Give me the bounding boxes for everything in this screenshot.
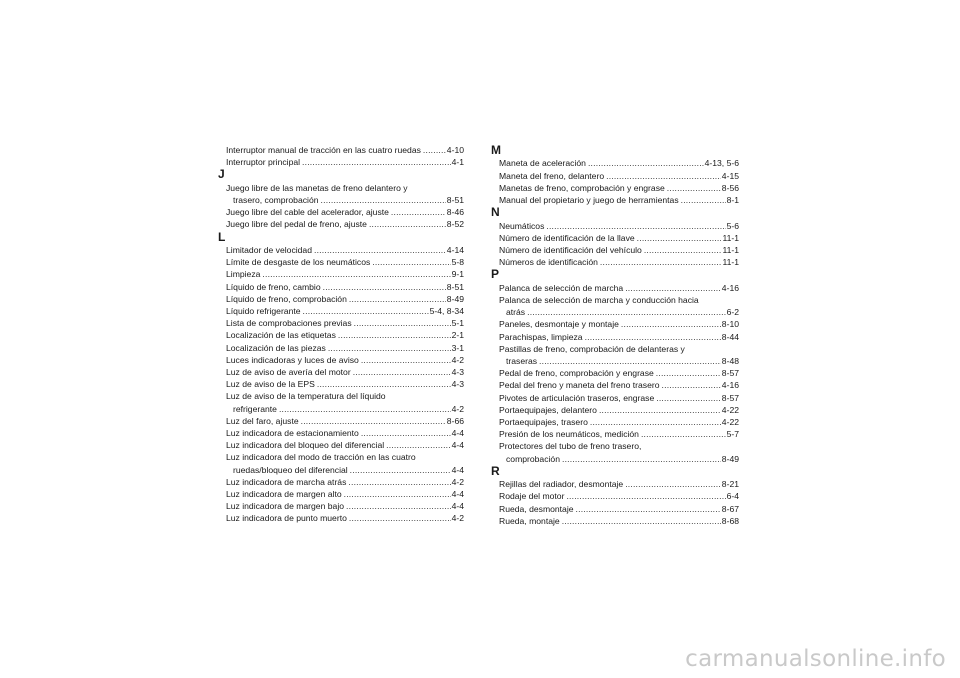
- index-entry-page: 8-57: [721, 392, 739, 403]
- dot-leader: [562, 453, 721, 465]
- index-entry-page: 4-2: [451, 403, 464, 414]
- index-entry-page: 4-15: [721, 170, 739, 181]
- index-letter-heading: R: [491, 463, 500, 478]
- dot-leader: [606, 170, 721, 182]
- index-entry: [491, 194, 739, 206]
- index-entry-text: Protectores del tubo de freno trasero,: [499, 441, 642, 452]
- index-entry-text: Luz indicadora de marcha atrás: [226, 476, 347, 487]
- dot-leader: [667, 182, 721, 194]
- index-entry-text: Limpieza: [226, 269, 261, 280]
- dot-leader: [576, 503, 721, 515]
- index-entry-text: Juego libre del pedal de freno, ajuste: [226, 219, 367, 230]
- index-entry-page: 4-16: [721, 380, 739, 391]
- index-entry-text: Líquido refrigerante: [226, 306, 301, 317]
- index-entry: [218, 512, 464, 524]
- index-entry-text: Luz indicadora de punto muerto: [226, 513, 347, 524]
- index-entry-page: 8-52: [446, 219, 464, 230]
- index-entry-text: Juego libre de las manetas de freno delantero y: [226, 182, 408, 193]
- index-entry-text: Lista de comprobaciones previas: [226, 318, 352, 329]
- index-entry-page: 9-1: [451, 269, 464, 280]
- dot-leader: [344, 488, 451, 500]
- index-entry: [218, 354, 464, 366]
- index-entry-text: Rueda, desmontaje: [499, 503, 574, 514]
- index-entry: [218, 378, 464, 390]
- index-entry-page: 4-14: [446, 245, 464, 255]
- dot-leader: [317, 378, 451, 390]
- index-entry: [491, 440, 739, 464]
- index-entry-text: atrás: [506, 307, 526, 318]
- index-entry: [218, 268, 464, 280]
- index-entry-page: 8-51: [446, 281, 464, 292]
- dot-leader: [681, 194, 726, 206]
- index-entry: [218, 281, 464, 293]
- index-entry: [491, 220, 739, 232]
- dot-leader: [625, 478, 721, 490]
- index-entry-text: Líquido de freno, comprobación: [226, 293, 347, 304]
- dot-leader: [303, 305, 429, 317]
- index-entry: [491, 367, 739, 379]
- index-entry: [218, 317, 464, 329]
- index-entry-text: Juego libre del cable del acelerador, ajuste: [226, 207, 389, 218]
- dot-leader: [323, 281, 446, 293]
- index-entry-page: 8-21: [721, 479, 739, 490]
- index-entry-text: Manual del propietario y juego de herramientas: [499, 195, 679, 205]
- dot-leader: [372, 256, 450, 268]
- dot-leader: [346, 500, 451, 512]
- index-entry: [491, 379, 739, 391]
- dot-leader: [328, 342, 451, 354]
- index-entry: [491, 232, 739, 244]
- dot-leader: [590, 416, 721, 428]
- index-entry-text: Interruptor principal: [226, 157, 301, 168]
- index-entry-page: 5-7: [726, 429, 739, 440]
- index-entry-text: Luz indicadora de margen bajo: [226, 501, 345, 512]
- index-entry-page: 4-4: [451, 489, 464, 500]
- index-entry: [218, 427, 464, 439]
- index-entry-page: 5-6: [726, 220, 739, 231]
- index-entry-text: Números de identificación: [499, 257, 598, 268]
- dot-leader: [354, 317, 451, 329]
- index-entry-text: Neumáticos: [499, 220, 545, 231]
- index-letter-heading: P: [491, 267, 500, 282]
- index-entry: [491, 478, 739, 490]
- index-entry: [218, 451, 464, 475]
- index-entry: [218, 342, 464, 354]
- dot-leader: [301, 415, 446, 427]
- dot-leader: [656, 392, 721, 404]
- index-entry-page: 8-49: [446, 293, 464, 304]
- index-entry: [491, 404, 739, 416]
- dot-leader: [562, 515, 721, 527]
- index-entry: [491, 318, 739, 330]
- index-entry-page: 5-1: [451, 318, 464, 329]
- index-entry: [218, 218, 464, 230]
- index-entry: [218, 366, 464, 378]
- index-entry-text: Luz indicadora del modo de tracción en las cuatro: [226, 452, 416, 463]
- index-entry-text: Maneta del freno, delantero: [499, 170, 605, 181]
- dot-leader: [353, 366, 451, 378]
- watermark: carmanualsonline.info: [685, 646, 946, 672]
- index-entry-page: 8-44: [721, 331, 739, 342]
- index-entry-text: Portaequipajes, trasero: [499, 417, 588, 428]
- index-entry-text: Número de identificación de la llave: [499, 232, 635, 243]
- index-entry-page: 11-1: [722, 232, 739, 243]
- dot-leader: [656, 367, 721, 379]
- index-entry: [218, 182, 464, 206]
- index-entry-text: Pedal de freno, comprobación y engrase: [499, 368, 654, 379]
- index-entry-text: Presión de los neumáticos, medición: [499, 429, 639, 440]
- dot-leader: [625, 282, 721, 294]
- index-entry: [218, 156, 464, 168]
- index-entry-text: Luz de aviso de la EPS: [226, 379, 315, 390]
- dot-leader: [539, 355, 721, 367]
- dot-leader: [527, 306, 725, 318]
- index-entry-text: Número de identificación del vehículo: [499, 245, 642, 255]
- index-entry: [491, 256, 739, 268]
- index-entry-page: 3-1: [451, 342, 464, 353]
- index-entry-page: 8-67: [721, 503, 739, 514]
- index-entry-page: 5-8: [451, 257, 464, 268]
- dot-leader: [386, 439, 450, 451]
- index-entry-text: Pastillas de freno, comprobación de delanteras y: [499, 343, 685, 354]
- index-entry: [491, 170, 739, 182]
- dot-leader: [391, 206, 446, 218]
- dot-leader: [349, 293, 446, 305]
- index-entry-page: 8-49: [721, 453, 739, 464]
- dot-leader: [279, 403, 451, 415]
- dot-leader: [302, 156, 451, 168]
- index-entry-page: 4-2: [451, 513, 464, 524]
- index-entry-page: 4-2: [451, 354, 464, 365]
- index-entry-text: Palanca de selección de marcha: [499, 282, 624, 293]
- dot-leader: [348, 476, 450, 488]
- index-entry: [491, 343, 739, 367]
- index-entry-text: Límite de desgaste de los neumáticos: [226, 257, 371, 268]
- index-entry: [218, 488, 464, 500]
- dot-leader: [621, 318, 721, 330]
- index-entry-page: 4-16: [721, 282, 739, 293]
- index-entry-text: Pedal del freno y maneta del freno trasero: [499, 380, 660, 391]
- index-entry-text: refrigerante: [233, 403, 277, 414]
- index-column-left: [218, 144, 464, 525]
- dot-leader: [600, 256, 722, 268]
- dot-leader: [369, 218, 446, 230]
- dot-leader: [321, 194, 446, 206]
- index-entry-text: Limitador de velocidad: [226, 245, 312, 255]
- index-entry: [491, 244, 739, 256]
- index-entry: [491, 157, 739, 169]
- dot-leader: [423, 144, 446, 156]
- index-entry: [218, 415, 464, 427]
- index-entry: [218, 305, 464, 317]
- index-entry-page: 4-2: [451, 476, 464, 487]
- index-entry: [491, 392, 739, 404]
- dot-leader: [349, 512, 451, 524]
- index-entry-text: Manetas de freno, comprobación y engrase: [499, 182, 665, 193]
- index-entry: [491, 331, 739, 343]
- index-entry: [218, 144, 464, 156]
- dot-leader: [585, 331, 721, 343]
- index-entry-page: 4-4: [451, 440, 464, 451]
- index-entry: [218, 256, 464, 268]
- index-entry-text: Pivotes de articulación traseros, engrase: [499, 392, 655, 403]
- dot-leader: [338, 329, 451, 341]
- index-letter-heading: L: [218, 229, 226, 244]
- index-entry-page: 8-56: [721, 182, 739, 193]
- index-entry-page: 8-68: [721, 515, 739, 526]
- index-entry-text: traseras: [506, 356, 538, 367]
- index-entry: [491, 515, 739, 527]
- index-entry-text: Rodaje del motor: [499, 491, 565, 502]
- index-entry-text: Portaequipajes, delantero: [499, 404, 597, 415]
- index-entry-page: 4-1: [451, 157, 464, 168]
- index-entry-page: 8-1: [726, 195, 739, 205]
- index-entry-text: Líquido de freno, cambio: [226, 281, 321, 292]
- dot-leader: [361, 427, 451, 439]
- dot-leader: [644, 244, 722, 256]
- index-entry: [218, 293, 464, 305]
- index-entry-text: Maneta de aceleración: [499, 158, 586, 169]
- index-letter-heading: J: [218, 167, 225, 182]
- dot-leader: [637, 232, 722, 244]
- index-entry-text: Luz de aviso de la temperatura del líquido: [226, 391, 386, 402]
- index-entry: [218, 244, 464, 256]
- index-entry-text: Parachispas, limpieza: [499, 331, 583, 342]
- index-entry: [218, 476, 464, 488]
- index-entry: [491, 182, 739, 194]
- dot-leader: [641, 428, 726, 440]
- index-entry-page: 8-46: [446, 207, 464, 218]
- index-entry-page: 4-3: [451, 379, 464, 390]
- index-entry-page: 6-2: [726, 307, 739, 318]
- index-entry-page: 8-48: [721, 356, 739, 367]
- index-entry-page: 4-3: [451, 367, 464, 378]
- index-entry: [218, 206, 464, 218]
- index-entry-page: 4-10: [446, 145, 464, 155]
- index-entry-page: 4-22: [721, 404, 739, 415]
- index-entry: [218, 439, 464, 451]
- index-entry-page: 4-22: [721, 417, 739, 428]
- dot-leader: [588, 157, 704, 169]
- index-entry: [218, 329, 464, 341]
- index-entry-text: Interruptor manual de tracción en las cuatro ruedas: [226, 145, 421, 155]
- index-entry-page: 8-57: [721, 368, 739, 379]
- index-entry-page: 11-1: [722, 245, 739, 255]
- index-entry-page: 2-1: [451, 330, 464, 341]
- index-entry-text: Luz indicadora de estacionamiento: [226, 428, 359, 439]
- index-entry-text: Luces indicadoras y luces de aviso: [226, 354, 359, 365]
- index-letter-heading: M: [491, 143, 501, 157]
- index-entry-text: Rueda, montaje: [499, 515, 560, 526]
- dot-leader: [599, 404, 721, 416]
- index-entry-page: 8-51: [446, 195, 464, 205]
- index-entry-text: Luz del faro, ajuste: [226, 415, 299, 426]
- dot-leader: [350, 464, 451, 476]
- dot-leader: [546, 220, 725, 232]
- index-entry-page: 5-4, 8-34: [429, 306, 464, 317]
- index-entry-page: 6-4: [726, 491, 739, 502]
- index-entry: [491, 490, 739, 502]
- index-entry-text: Luz indicadora de margen alto: [226, 489, 342, 500]
- index-entry-text: ruedas/bloqueo del diferencial: [233, 464, 348, 475]
- index-entry-page: 4-4: [451, 464, 464, 475]
- index-entry-text: Paneles, desmontaje y montaje: [499, 319, 619, 330]
- dot-leader: [361, 354, 451, 366]
- dot-leader: [262, 268, 450, 280]
- index-entry: [491, 503, 739, 515]
- dot-leader: [314, 244, 446, 256]
- index-entry-text: trasero, comprobación: [233, 195, 319, 205]
- index-entry: [491, 294, 739, 318]
- index-entry: [491, 416, 739, 428]
- index-column-right: [491, 144, 739, 527]
- index-entry-text: Localización de las etiquetas: [226, 330, 336, 341]
- index-entry-page: 4-4: [451, 501, 464, 512]
- index-entry: [218, 390, 464, 414]
- dot-leader: [566, 490, 725, 502]
- dot-leader: [662, 379, 721, 391]
- index-entry-text: Localización de las piezas: [226, 342, 326, 353]
- index-entry: [491, 282, 739, 294]
- index-entry-page: 8-10: [721, 319, 739, 330]
- index-entry-page: 8-66: [446, 415, 464, 426]
- index-entry-page: 11-1: [722, 257, 739, 268]
- index-entry: [491, 428, 739, 440]
- index-entry-text: Palanca de selección de marcha y conducción hacia: [499, 295, 699, 305]
- index-entry-page: 4-13, 5-6: [704, 158, 739, 169]
- index-entry-text: comprobación: [506, 453, 560, 464]
- index-entry-page: 4-4: [451, 428, 464, 439]
- index-entry-text: Luz de aviso de avería del motor: [226, 367, 351, 378]
- index-entry: [218, 500, 464, 512]
- index-letter-heading: N: [491, 205, 500, 220]
- index-entry-text: Rejillas del radiador, desmontaje: [499, 479, 624, 490]
- index-entry-text: Luz indicadora del bloqueo del diferencial: [226, 440, 385, 451]
